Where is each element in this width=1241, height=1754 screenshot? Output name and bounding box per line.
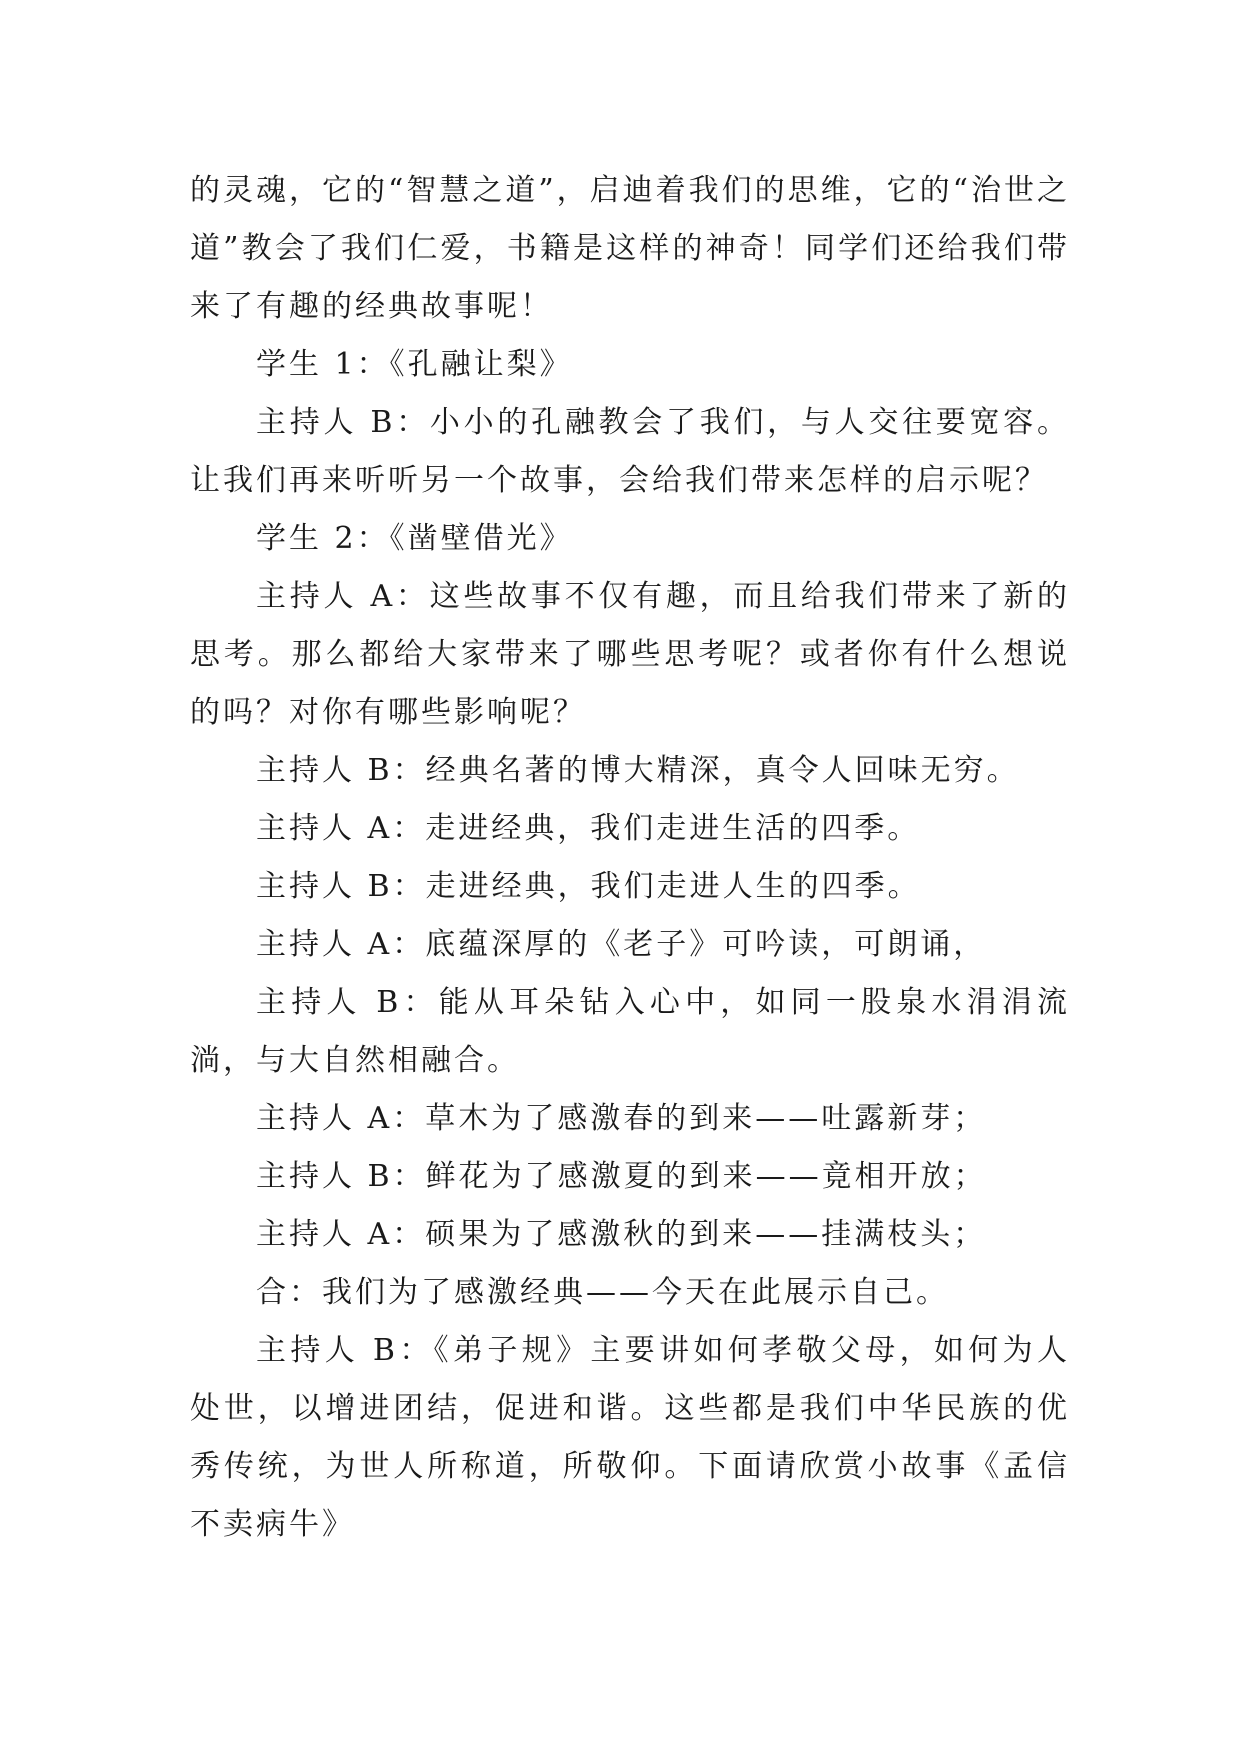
paragraph: 主持人 A：这些故事不仅有趣，而且给我们带来了新的思考。那么都给大家带来了哪些思考呢？或者你有什么想说的吗？对你有哪些影响呢？ bbox=[190, 579, 1070, 730]
paragraph: 主持人 A：草木为了感激春的到来——吐露新芽； bbox=[256, 1101, 987, 1136]
paragraph: 主持人 A：走进经典，我们走进生活的四季。 bbox=[256, 811, 921, 846]
paragraph: 主持人 B：《弟子规》主要讲如何孝敬父母，如何为人处世，以增进团结，促进和谐。这些都是我们中华民族的优秀传统，为世人所称道，所敬仰。下面请欣赏小故事《孟信不卖病牛》 bbox=[190, 1333, 1070, 1542]
document-body bbox=[190, 162, 1070, 1554]
paragraph: 的灵魂，它的“智慧之道”，启迪着我们的思维，它的“治世之道”教会了我们仁爱，书籍是这样的神奇！同学们还给我们带来了有趣的经典故事呢！ bbox=[190, 173, 1071, 324]
paragraph: 合：我们为了感激经典——今天在此展示自己。 bbox=[256, 1275, 949, 1310]
paragraph: 主持人 A：底蕴深厚的《老子》可吟读，可朗诵， bbox=[256, 927, 987, 962]
paragraph: 主持人 A：硕果为了感激秋的到来——挂满枝头； bbox=[256, 1217, 987, 1252]
paragraph: 学生 2：《凿壁借光》 bbox=[256, 521, 573, 556]
paragraph: 学生 1：《孔融让梨》 bbox=[256, 347, 573, 382]
paragraph: 主持人 B：经典名著的博大精深，真令人回味无穷。 bbox=[256, 753, 1020, 788]
paragraph: 主持人 B：小小的孔融教会了我们，与人交往要宽容。让我们再来听听另一个故事，会给我们带来怎样的启示呢？ bbox=[190, 405, 1070, 498]
paragraph: 主持人 B：鲜花为了感激夏的到来——竟相开放； bbox=[256, 1159, 987, 1194]
paragraph: 主持人 B：能从耳朵钻入心中，如同一股泉水涓涓流淌，与大自然相融合。 bbox=[190, 985, 1070, 1078]
paragraph: 主持人 B：走进经典，我们走进人生的四季。 bbox=[256, 869, 921, 904]
